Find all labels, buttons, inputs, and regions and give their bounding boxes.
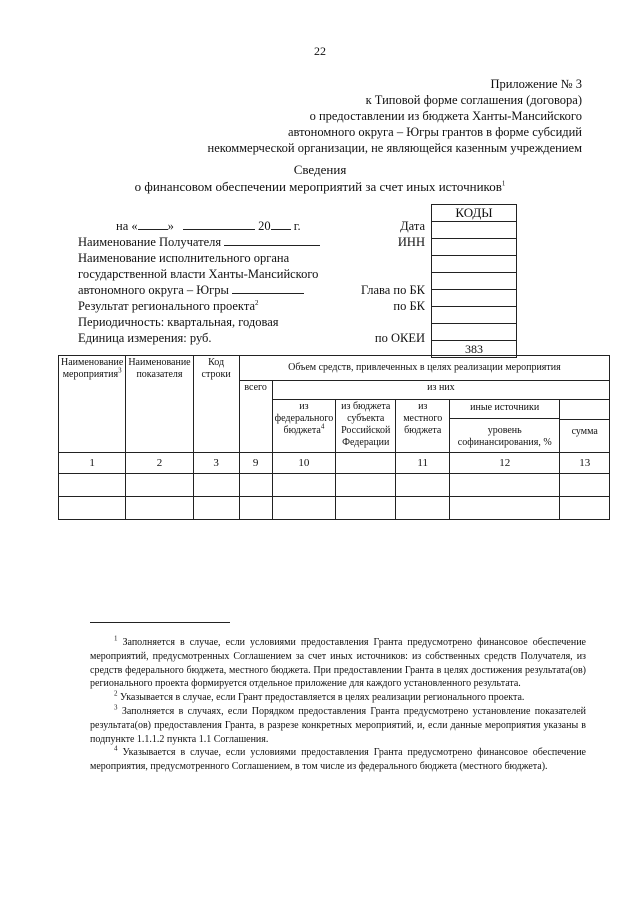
authority-row-1: Наименование исполнительного органа — [78, 251, 290, 265]
code-labels — [330, 218, 425, 346]
okei-label: по ОКЕИ — [374, 331, 425, 345]
inn-code-cell[interactable] — [432, 239, 517, 256]
date-label: Дата — [400, 219, 425, 233]
header-federal: из федерального бюджета$^4$ — [272, 400, 336, 453]
header-sum: сумма — [560, 400, 610, 453]
footnotes — [90, 636, 586, 774]
bk-head-code-cell[interactable] — [432, 290, 517, 307]
footnote-2: $^2$ Указывается в случае, если Грант предоставляется в целях реализации регионального проекта. — [114, 689, 525, 704]
header-total: всего — [239, 381, 272, 453]
recipient-row: Наименование Получателя — [78, 234, 320, 250]
title-line-2: о финансовом обеспечении мероприятий за счет иных источников$^1$ — [134, 179, 506, 194]
header-local: из местного бюджета — [396, 400, 450, 453]
footnote-ref: 1 — [501, 179, 506, 188]
bk-code-cell[interactable] — [432, 307, 517, 324]
title-line-1: Сведения — [293, 162, 347, 177]
unit-row: Единица измерения: руб. — [78, 331, 212, 345]
header-row-code: Код строки — [193, 356, 239, 453]
header-volume: Объем средств, привлеченных в целях реализации мероприятия — [239, 356, 610, 381]
header-indicator-name: Наименование показателя — [126, 356, 193, 453]
appendix-header — [208, 76, 582, 156]
appendix-line: о предоставлении из бюджета Ханты-Мансийского — [309, 109, 582, 123]
appendix-line: Приложение № 3 — [490, 77, 582, 91]
inn-label: ИНН — [397, 235, 425, 249]
header-including: из них — [272, 381, 610, 400]
header-other-sources: иные источники уровень софинансирования, % — [450, 400, 560, 453]
authority-row-3: автономного округа – Югры — [78, 282, 320, 298]
appendix-line: автономного округа – Югры грантов в форме субсидий — [287, 125, 582, 139]
page-number: 22 — [314, 44, 326, 58]
month-blank[interactable] — [183, 218, 255, 230]
header-activity-name: Наименование мероприятия$^3$ — [59, 356, 126, 453]
footnote-1: $^1$ Заполняется в случае, если условиями предоставления Гранта предусмотрено финансовое обеспечение мероприятий, предусмотренных Соглашением за счет иных источников: из собственных средств Получателя, из средств федерального бюджета, местного бюджета. При предоставлении Гранта в целях достижения результата(ов) регионального проекта формируется отдельное приложение для каждого установленного результата. — [90, 634, 586, 690]
header-subject: из бюджета субъекта Российской Федерации — [336, 400, 396, 453]
code-cell-empty[interactable] — [432, 256, 517, 273]
footnote-divider — [90, 622, 230, 623]
periodicity-row: Периодичность: квартальная, годовая — [78, 315, 279, 329]
bk-head-label: Глава по БК — [360, 283, 425, 297]
date-code-cell[interactable] — [432, 222, 517, 239]
day-blank[interactable] — [138, 218, 168, 230]
okei-code-cell: 383 — [432, 341, 517, 358]
funding-table — [58, 355, 610, 520]
table-row — [59, 497, 610, 520]
code-cell-empty[interactable] — [432, 273, 517, 290]
authority-row-2: государственной власти Ханты-Мансийского — [78, 267, 319, 281]
table-number-row: 1 2 3 9 10 11 12 13 — [59, 453, 610, 474]
table-row — [59, 474, 610, 497]
codes-header: КОДЫ — [432, 205, 517, 222]
codes-table — [431, 204, 517, 358]
code-cell-empty[interactable] — [432, 324, 517, 341]
year-blank[interactable] — [271, 218, 291, 230]
footnote-3: $^3$ Заполняется в случаях, если Порядком предоставления Гранта предусмотрено установление показателей результата(ов) предоставления Гранта, в разрезе конкретных мероприятий, и, если данные мероприятия указаны в подпункте 1.1.1.2 пункта 1.1 Соглашения. — [90, 703, 587, 745]
header-fields — [78, 218, 320, 346]
appendix-line: к Типовой форме соглашения (договора) — [365, 93, 582, 107]
date-row: на « » 20 г. — [116, 219, 301, 233]
result-row: Результат регионального проекта$^2$ — [78, 298, 259, 313]
appendix-line: некоммерческой организации, не являющейся казенным учреждением — [207, 141, 582, 155]
bk-label: по БК — [393, 299, 425, 313]
footnote-4: $^4$ Указывается в случае, если условиями предоставления Гранта предусмотрено финансовое обеспечение мероприятия, предусмотренного Соглашением, в том числе из федерального бюджета (местного бюджета). — [90, 745, 586, 773]
authority-blank[interactable] — [232, 282, 304, 294]
recipient-blank[interactable] — [224, 234, 320, 246]
document-title — [0, 161, 640, 195]
